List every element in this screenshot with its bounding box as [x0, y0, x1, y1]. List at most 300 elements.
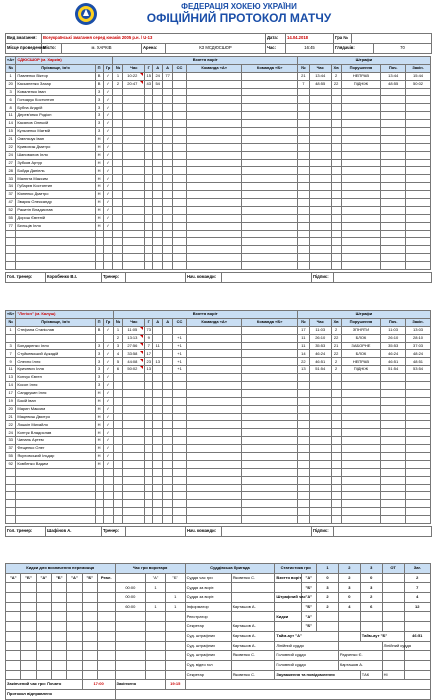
- penalty-min[interactable]: [331, 128, 341, 136]
- goal-sit[interactable]: [173, 72, 187, 80]
- player-played-check[interactable]: ✓: [103, 80, 113, 88]
- penalty-time[interactable]: [309, 175, 331, 183]
- penalty-min[interactable]: 2: [331, 358, 341, 366]
- player-played-check[interactable]: ✓: [103, 167, 113, 175]
- goal-time[interactable]: [123, 437, 145, 445]
- goal-team-b-cell[interactable]: [242, 342, 297, 350]
- player-number[interactable]: [6, 476, 16, 484]
- goal-sit[interactable]: [173, 254, 187, 262]
- spectators-value[interactable]: 70: [374, 44, 432, 54]
- penalty-time[interactable]: [309, 112, 331, 120]
- player-position[interactable]: Н: [95, 214, 103, 222]
- penalty-min[interactable]: [331, 413, 341, 421]
- penalty-min[interactable]: [331, 199, 341, 207]
- goal-a1[interactable]: [153, 222, 163, 230]
- judge-name[interactable]: [338, 641, 382, 651]
- penalty-min[interactable]: 2: [331, 366, 341, 374]
- stats-value[interactable]: 3: [360, 583, 382, 593]
- goal-no[interactable]: [113, 397, 123, 405]
- goal-team-b-cell[interactable]: [242, 222, 297, 230]
- team-name[interactable]: "Легіон" (м. Калуш): [16, 311, 113, 319]
- shootout-cell[interactable]: [82, 651, 97, 661]
- penalty-vio[interactable]: [341, 413, 381, 421]
- goal-team-a-cell[interactable]: [186, 112, 241, 120]
- goal-time[interactable]: [123, 199, 145, 207]
- goal-time[interactable]: [123, 175, 145, 183]
- goal-g[interactable]: [145, 413, 153, 421]
- shootout-cell[interactable]: [51, 641, 66, 651]
- player-position[interactable]: Н: [95, 397, 103, 405]
- goal-g[interactable]: [145, 468, 153, 476]
- goal-a2[interactable]: [163, 453, 173, 461]
- goal-no[interactable]: [113, 382, 123, 390]
- goal-a2[interactable]: [163, 262, 173, 270]
- goal-sit[interactable]: [173, 96, 187, 104]
- penalty-min[interactable]: [331, 484, 341, 492]
- penalty-vio[interactable]: [341, 246, 381, 254]
- goal-sit[interactable]: [173, 128, 187, 136]
- goal-a1[interactable]: [153, 453, 163, 461]
- goal-g[interactable]: [145, 96, 153, 104]
- player-played-check[interactable]: ✓: [103, 96, 113, 104]
- goal-sit[interactable]: [173, 159, 187, 167]
- goal-team-b-cell[interactable]: [242, 199, 297, 207]
- player-position[interactable]: Н: [95, 460, 103, 468]
- stats-value[interactable]: 2: [360, 593, 382, 603]
- penalty-min[interactable]: [331, 516, 341, 524]
- penalty-no[interactable]: [297, 183, 309, 191]
- player-name[interactable]: Касянов Олексій: [16, 120, 95, 128]
- player-position[interactable]: Н: [95, 167, 103, 175]
- penalty-min[interactable]: [331, 183, 341, 191]
- goal-g[interactable]: [145, 246, 153, 254]
- goal-no[interactable]: [113, 254, 123, 262]
- goal-team-a-cell[interactable]: [186, 72, 241, 80]
- shootout-cell[interactable]: [97, 593, 115, 603]
- goal-sit[interactable]: [173, 429, 187, 437]
- penalty-vio[interactable]: НЕПРАВ: [341, 72, 381, 80]
- player-position[interactable]: З: [95, 120, 103, 128]
- goal-sit[interactable]: [173, 516, 187, 524]
- goal-time[interactable]: [123, 453, 145, 461]
- goal-g[interactable]: [145, 183, 153, 191]
- penalty-no[interactable]: [297, 262, 309, 270]
- goal-sit[interactable]: [173, 397, 187, 405]
- goal-a2[interactable]: [163, 476, 173, 484]
- penalty-no[interactable]: [297, 151, 309, 159]
- player-name[interactable]: Шаповалов Ілля: [16, 151, 95, 159]
- official-name[interactable]: Карташов А.: [231, 602, 275, 612]
- goal-a2[interactable]: [163, 167, 173, 175]
- goal-time[interactable]: [123, 151, 145, 159]
- goal-g[interactable]: [145, 421, 153, 429]
- goal-sit[interactable]: [173, 460, 187, 468]
- penalty-min[interactable]: [331, 159, 341, 167]
- player-name[interactable]: [16, 334, 95, 342]
- shootout-cell[interactable]: [6, 641, 21, 651]
- player-played-check[interactable]: [103, 262, 113, 270]
- penalty-min[interactable]: 22: [331, 350, 341, 358]
- official-name[interactable]: [231, 612, 275, 622]
- shootout-cell[interactable]: [36, 641, 51, 651]
- goal-a1[interactable]: [153, 500, 163, 508]
- penalty-vio[interactable]: [341, 128, 381, 136]
- goal-team-a-cell[interactable]: [186, 254, 241, 262]
- penalty-time[interactable]: [309, 374, 331, 382]
- player-played-check[interactable]: [103, 246, 113, 254]
- goal-team-a-cell[interactable]: [186, 159, 241, 167]
- penalty-vio[interactable]: [341, 199, 381, 207]
- penalty-no[interactable]: [297, 484, 309, 492]
- penalty-end[interactable]: 13:03: [406, 326, 431, 334]
- player-position[interactable]: З: [95, 350, 103, 358]
- goal-g[interactable]: [145, 151, 153, 159]
- goal-a2[interactable]: [163, 500, 173, 508]
- penalty-time[interactable]: [309, 262, 331, 270]
- goal-sit[interactable]: [173, 421, 187, 429]
- player-name[interactable]: Стефана Станіслав: [16, 326, 95, 334]
- penalty-start[interactable]: [381, 128, 406, 136]
- player-played-check[interactable]: ✓: [103, 421, 113, 429]
- penalty-start[interactable]: [381, 468, 406, 476]
- shootout-cell[interactable]: [36, 631, 51, 641]
- penalty-time[interactable]: [309, 405, 331, 413]
- player-number[interactable]: 9: [6, 358, 16, 366]
- player-name[interactable]: Малюта Максим: [16, 175, 95, 183]
- player-played-check[interactable]: [103, 484, 113, 492]
- player-position[interactable]: Н: [95, 405, 103, 413]
- goal-no[interactable]: [113, 112, 123, 120]
- player-number[interactable]: 17: [6, 389, 16, 397]
- goal-team-a-cell[interactable]: [186, 476, 241, 484]
- penalty-vio[interactable]: [341, 159, 381, 167]
- penalty-no[interactable]: [297, 135, 309, 143]
- penalty-vio[interactable]: ЗАБОРНЕ: [341, 342, 381, 350]
- goal-sit[interactable]: [173, 206, 187, 214]
- player-number[interactable]: 11: [6, 366, 16, 374]
- goal-team-b-cell[interactable]: [242, 135, 297, 143]
- player-name[interactable]: Копчук Євген: [16, 374, 95, 382]
- penalty-no[interactable]: [297, 516, 309, 524]
- player-number[interactable]: [6, 246, 16, 254]
- goalkeeper-time-cell[interactable]: [115, 573, 146, 583]
- goal-a1[interactable]: [153, 128, 163, 136]
- player-position[interactable]: З: [95, 358, 103, 366]
- penalty-time[interactable]: 51:54: [309, 366, 331, 374]
- player-position[interactable]: Н: [95, 199, 103, 207]
- penalty-no[interactable]: [297, 159, 309, 167]
- penalty-no[interactable]: [297, 238, 309, 246]
- stats-value[interactable]: 3: [338, 583, 360, 593]
- goalkeeper-time-cell[interactable]: "Б": [165, 573, 185, 583]
- penalty-end[interactable]: [406, 135, 431, 143]
- goal-sit[interactable]: [173, 222, 187, 230]
- goal-time[interactable]: [123, 460, 145, 468]
- goal-team-a-cell[interactable]: [186, 508, 241, 516]
- goal-a2[interactable]: [163, 254, 173, 262]
- shootout-cell[interactable]: [51, 602, 66, 612]
- penalty-end[interactable]: [406, 214, 431, 222]
- player-name[interactable]: Сандрукин Ілля: [16, 389, 95, 397]
- stats-value[interactable]: 6: [360, 602, 382, 612]
- goal-no[interactable]: [113, 437, 123, 445]
- end-time-value[interactable]: 19:15: [165, 680, 185, 690]
- penalty-min[interactable]: [331, 508, 341, 516]
- player-played-check[interactable]: ✓: [103, 222, 113, 230]
- goal-time[interactable]: [123, 445, 145, 453]
- penalty-time[interactable]: [309, 206, 331, 214]
- penalty-vio[interactable]: [341, 476, 381, 484]
- penalty-end[interactable]: [406, 128, 431, 136]
- player-played-check[interactable]: ✓: [103, 183, 113, 191]
- goal-g[interactable]: [145, 167, 153, 175]
- goalkeeper-time-cell[interactable]: [165, 660, 185, 670]
- penalty-start[interactable]: [381, 460, 406, 468]
- goal-a2[interactable]: [163, 382, 173, 390]
- penalty-time[interactable]: [309, 254, 331, 262]
- shootout-cell[interactable]: [21, 641, 36, 651]
- goal-sit[interactable]: +1: [173, 350, 187, 358]
- goal-time[interactable]: [123, 389, 145, 397]
- shootout-cell[interactable]: [6, 583, 21, 593]
- player-position[interactable]: [95, 484, 103, 492]
- penalty-vio[interactable]: [341, 222, 381, 230]
- penalty-min[interactable]: [331, 104, 341, 112]
- goal-no[interactable]: 6: [113, 366, 123, 374]
- shootout-cell[interactable]: [82, 631, 97, 641]
- penalty-time[interactable]: [309, 445, 331, 453]
- goal-a2[interactable]: [163, 413, 173, 421]
- goal-no[interactable]: [113, 476, 123, 484]
- player-played-check[interactable]: ✓: [103, 405, 113, 413]
- goal-a2[interactable]: [163, 246, 173, 254]
- penalty-end[interactable]: 15:44: [406, 72, 431, 80]
- penalty-min[interactable]: [331, 389, 341, 397]
- arena-value[interactable]: КЗ МСДЮСШОР: [166, 44, 266, 54]
- goal-g[interactable]: [145, 175, 153, 183]
- player-position[interactable]: [95, 230, 103, 238]
- shootout-cell[interactable]: [21, 651, 36, 661]
- goal-a1[interactable]: 54: [153, 80, 163, 88]
- shootout-cell[interactable]: [6, 622, 21, 632]
- goal-a1[interactable]: 13: [153, 358, 163, 366]
- penalty-no[interactable]: [297, 453, 309, 461]
- goal-team-b-cell[interactable]: [242, 413, 297, 421]
- time-value[interactable]: 16:45: [286, 44, 334, 54]
- penalty-time[interactable]: 26:10: [309, 334, 331, 342]
- goal-a2[interactable]: [163, 128, 173, 136]
- penalty-end[interactable]: [406, 96, 431, 104]
- stats-value[interactable]: [382, 602, 404, 612]
- head-coach-value[interactable]: Шафінов А.: [46, 527, 102, 537]
- goal-team-b-cell[interactable]: [242, 230, 297, 238]
- goal-a1[interactable]: [153, 397, 163, 405]
- timeout-b-value[interactable]: 46:51: [404, 631, 430, 641]
- penalty-start[interactable]: 13:44: [381, 72, 406, 80]
- goal-sit[interactable]: +1: [173, 334, 187, 342]
- goal-team-a-cell[interactable]: [186, 222, 241, 230]
- goal-a2[interactable]: [163, 191, 173, 199]
- penalty-vio[interactable]: [341, 429, 381, 437]
- goal-team-b-cell[interactable]: [242, 508, 297, 516]
- goal-team-a-cell[interactable]: [186, 492, 241, 500]
- goal-no[interactable]: [113, 96, 123, 104]
- trainer-value[interactable]: [126, 273, 186, 283]
- penalty-no[interactable]: [297, 389, 309, 397]
- penalty-no[interactable]: [297, 476, 309, 484]
- goal-g[interactable]: [145, 143, 153, 151]
- goal-a1[interactable]: [153, 350, 163, 358]
- goalkeeper-time-cell[interactable]: [115, 622, 146, 632]
- penalty-no[interactable]: [297, 214, 309, 222]
- penalty-end[interactable]: 37:03: [406, 342, 431, 350]
- goal-a2[interactable]: [163, 437, 173, 445]
- player-name[interactable]: Бондаренко Ілля: [16, 342, 95, 350]
- goal-a2[interactable]: [163, 143, 173, 151]
- goal-time[interactable]: [123, 405, 145, 413]
- player-played-check[interactable]: ✓: [103, 397, 113, 405]
- goal-a1[interactable]: [153, 262, 163, 270]
- stats-value[interactable]: 2: [404, 573, 430, 583]
- shootout-cell[interactable]: [6, 660, 21, 670]
- player-position[interactable]: [95, 238, 103, 246]
- player-played-check[interactable]: ✓: [103, 120, 113, 128]
- player-played-check[interactable]: [103, 508, 113, 516]
- player-played-check[interactable]: ✓: [103, 159, 113, 167]
- player-played-check[interactable]: ✓: [103, 413, 113, 421]
- penalty-end[interactable]: [406, 405, 431, 413]
- player-position[interactable]: [95, 492, 103, 500]
- goal-team-a-cell[interactable]: [186, 358, 241, 366]
- goal-team-a-cell[interactable]: [186, 326, 241, 334]
- penalty-end[interactable]: [406, 389, 431, 397]
- goal-team-a-cell[interactable]: [186, 484, 241, 492]
- goal-time[interactable]: [123, 183, 145, 191]
- penalty-no[interactable]: [297, 120, 309, 128]
- goal-team-a-cell[interactable]: [186, 405, 241, 413]
- goal-sit[interactable]: +1: [173, 366, 187, 374]
- remarks-mark-cell[interactable]: [404, 670, 430, 680]
- penalty-time[interactable]: [309, 104, 331, 112]
- shootout-cell[interactable]: [97, 583, 115, 593]
- goal-a1[interactable]: [153, 230, 163, 238]
- goal-team-b-cell[interactable]: [242, 476, 297, 484]
- goal-team-a-cell[interactable]: [186, 350, 241, 358]
- goal-team-a-cell[interactable]: [186, 437, 241, 445]
- goal-team-b-cell[interactable]: [242, 429, 297, 437]
- player-played-check[interactable]: ✓: [103, 128, 113, 136]
- remarks-yes[interactable]: ТАК: [360, 670, 382, 680]
- goal-team-b-cell[interactable]: [242, 334, 297, 342]
- shootout-cell[interactable]: [6, 593, 21, 603]
- goal-time[interactable]: [123, 397, 145, 405]
- goal-g[interactable]: [145, 437, 153, 445]
- player-position[interactable]: Н: [95, 222, 103, 230]
- shootout-cell[interactable]: [36, 583, 51, 593]
- goal-sit[interactable]: [173, 183, 187, 191]
- goal-g[interactable]: [145, 88, 153, 96]
- start-time-value[interactable]: 17:00: [82, 680, 115, 690]
- goal-team-b-cell[interactable]: [242, 120, 297, 128]
- goal-g[interactable]: 23: [145, 358, 153, 366]
- goal-time[interactable]: [123, 500, 145, 508]
- shootout-cell[interactable]: [21, 583, 36, 593]
- goal-time[interactable]: [123, 246, 145, 254]
- goal-a1[interactable]: [153, 135, 163, 143]
- penalty-time[interactable]: [309, 397, 331, 405]
- penalty-min[interactable]: [331, 421, 341, 429]
- penalty-no[interactable]: [297, 96, 309, 104]
- goal-team-a-cell[interactable]: [186, 460, 241, 468]
- goal-a2[interactable]: [163, 492, 173, 500]
- penalty-no[interactable]: [297, 468, 309, 476]
- goal-time[interactable]: [123, 206, 145, 214]
- goal-no[interactable]: 5: [113, 358, 123, 366]
- shootout-cell[interactable]: [51, 622, 66, 632]
- goalkeeper-time-cell[interactable]: [146, 622, 166, 632]
- goal-a1[interactable]: [153, 159, 163, 167]
- tournament-value[interactable]: Всеукраїнські змагання серед юнаків 2005 р.н. / U-13: [42, 34, 266, 44]
- goal-team-a-cell[interactable]: [186, 334, 241, 342]
- goal-sit[interactable]: [173, 167, 187, 175]
- player-played-check[interactable]: ✓: [103, 72, 113, 80]
- penalty-end[interactable]: [406, 516, 431, 524]
- penalty-vio[interactable]: [341, 460, 381, 468]
- player-played-check[interactable]: [103, 230, 113, 238]
- judge-name-2[interactable]: [404, 660, 430, 670]
- penalty-start[interactable]: [381, 112, 406, 120]
- goal-no[interactable]: [113, 206, 123, 214]
- penalty-time[interactable]: [309, 508, 331, 516]
- goal-no[interactable]: [113, 214, 123, 222]
- goal-no[interactable]: [113, 516, 123, 524]
- penalty-no[interactable]: [297, 222, 309, 230]
- goal-sit[interactable]: [173, 120, 187, 128]
- penalty-vio[interactable]: [341, 238, 381, 246]
- penalty-min[interactable]: [331, 246, 341, 254]
- penalty-min[interactable]: [331, 96, 341, 104]
- penalty-vio[interactable]: [341, 88, 381, 96]
- goal-a1[interactable]: 11: [153, 342, 163, 350]
- goal-team-b-cell[interactable]: [242, 246, 297, 254]
- goal-team-a-cell[interactable]: [186, 104, 241, 112]
- goal-g[interactable]: 13: [145, 366, 153, 374]
- player-number[interactable]: 77: [6, 222, 16, 230]
- player-position[interactable]: З: [95, 128, 103, 136]
- signature-value[interactable]: [334, 273, 432, 283]
- official-name[interactable]: Яковенко С.: [231, 670, 275, 680]
- goal-g[interactable]: [145, 476, 153, 484]
- goal-time[interactable]: [123, 374, 145, 382]
- shootout-cell[interactable]: [21, 622, 36, 632]
- goal-no[interactable]: [113, 453, 123, 461]
- penalty-vio[interactable]: [341, 445, 381, 453]
- goal-no[interactable]: [113, 159, 123, 167]
- goal-team-b-cell[interactable]: [242, 191, 297, 199]
- penalty-start[interactable]: 46:51: [381, 358, 406, 366]
- shootout-cell[interactable]: [67, 622, 82, 632]
- goal-g[interactable]: 43: [145, 80, 153, 88]
- penalty-min[interactable]: [331, 429, 341, 437]
- penalty-min[interactable]: [331, 191, 341, 199]
- penalty-no[interactable]: [297, 191, 309, 199]
- goal-a2[interactable]: 77: [163, 72, 173, 80]
- penalty-end[interactable]: [406, 397, 431, 405]
- goal-no[interactable]: [113, 405, 123, 413]
- goal-no[interactable]: [113, 413, 123, 421]
- penalty-min[interactable]: [331, 500, 341, 508]
- penalty-no[interactable]: 7: [297, 80, 309, 88]
